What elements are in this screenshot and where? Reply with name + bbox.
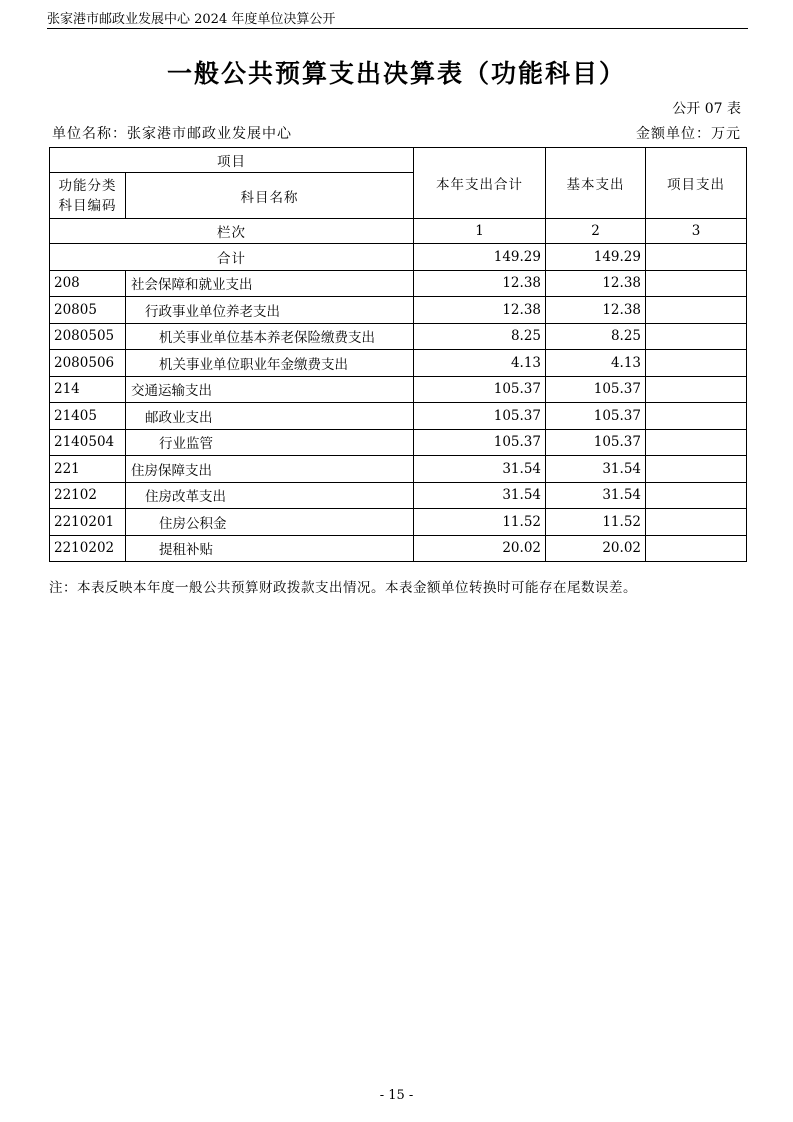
col-index-2: 2 xyxy=(546,219,646,244)
row-name: 行政事业单位养老支出 xyxy=(126,297,414,324)
table-row xyxy=(50,429,747,456)
table-row xyxy=(50,456,747,483)
row-basic: 4.13 xyxy=(546,350,646,377)
row-total: 31.54 xyxy=(414,482,546,509)
table-row xyxy=(50,509,747,536)
row-total: 105.37 xyxy=(414,376,546,403)
col-index-1: 1 xyxy=(414,219,546,244)
row-project xyxy=(646,270,747,297)
page-title: 一般公共预算支出决算表（功能科目） xyxy=(166,59,626,88)
row-total: 12.38 xyxy=(414,297,546,324)
row-name: 住房保障支出 xyxy=(126,456,414,483)
table-row xyxy=(50,350,747,377)
table-number: 公开 07 表 xyxy=(672,101,741,117)
row-basic: 105.37 xyxy=(546,376,646,403)
row-code: 2210201 xyxy=(50,509,126,536)
table-row xyxy=(50,482,747,509)
row-total: 11.52 xyxy=(414,509,546,536)
table-row xyxy=(50,403,747,430)
total-project xyxy=(646,244,747,271)
row-total: 105.37 xyxy=(414,429,546,456)
row-name: 机关事业单位职业年金缴费支出 xyxy=(126,350,414,377)
total-label: 合计 xyxy=(50,244,414,271)
row-basic: 12.38 xyxy=(546,297,646,324)
total-row xyxy=(50,244,747,271)
row-project xyxy=(646,429,747,456)
row-basic: 31.54 xyxy=(546,456,646,483)
row-code: 2210202 xyxy=(50,535,126,562)
row-name: 机关事业单位基本养老保险缴费支出 xyxy=(126,323,414,350)
table-row xyxy=(50,376,747,403)
row-code: 2080506 xyxy=(50,350,126,377)
header-rule xyxy=(47,28,748,29)
table-row xyxy=(50,323,747,350)
row-code: 22102 xyxy=(50,482,126,509)
header-project: 项目 xyxy=(50,148,414,173)
row-basic: 11.52 xyxy=(546,509,646,536)
row-code: 2080505 xyxy=(50,323,126,350)
row-code: 2140504 xyxy=(50,429,126,456)
row-basic: 31.54 xyxy=(546,482,646,509)
header-total: 本年支出合计 xyxy=(414,148,546,219)
table-row xyxy=(50,297,747,324)
row-basic: 105.37 xyxy=(546,403,646,430)
row-name: 行业监管 xyxy=(126,429,414,456)
row-name: 住房改革支出 xyxy=(126,482,414,509)
page-number: - 15 - xyxy=(379,1088,414,1103)
row-project xyxy=(646,376,747,403)
row-total: 12.38 xyxy=(414,270,546,297)
row-basic: 8.25 xyxy=(546,323,646,350)
row-code: 21405 xyxy=(50,403,126,430)
row-code: 20805 xyxy=(50,297,126,324)
header-project-expenditure: 项目支出 xyxy=(646,148,747,219)
footnote: 注：本表反映本年度一般公共预算财政拨款支出情况。本表金额单位转换时可能存在尾数误差。 xyxy=(49,580,637,596)
row-project xyxy=(646,535,747,562)
row-project xyxy=(646,509,747,536)
row-code: 221 xyxy=(50,456,126,483)
table-row xyxy=(50,535,747,562)
row-total: 105.37 xyxy=(414,403,546,430)
row-name: 提租补贴 xyxy=(126,535,414,562)
running-header: 张家港市邮政业发展中心 2024 年度单位决算公开 xyxy=(47,12,336,27)
row-project xyxy=(646,323,747,350)
row-basic: 12.38 xyxy=(546,270,646,297)
row-project xyxy=(646,456,747,483)
row-code: 214 xyxy=(50,376,126,403)
table-row xyxy=(50,270,747,297)
row-project xyxy=(646,403,747,430)
total-basic: 149.29 xyxy=(546,244,646,271)
row-name: 住房公积金 xyxy=(126,509,414,536)
header-name: 科目名称 xyxy=(126,173,414,219)
row-project xyxy=(646,350,747,377)
row-basic: 105.37 xyxy=(546,429,646,456)
header-code: 功能分类 科目编码 xyxy=(50,173,126,219)
row-total: 20.02 xyxy=(414,535,546,562)
row-total: 8.25 xyxy=(414,323,546,350)
row-name: 社会保障和就业支出 xyxy=(126,270,414,297)
total-amount: 149.29 xyxy=(414,244,546,271)
row-project xyxy=(646,297,747,324)
row-name: 邮政业支出 xyxy=(126,403,414,430)
unit-name: 单位名称：张家港市邮政业发展中心 xyxy=(52,126,292,142)
row-name: 交通运输支出 xyxy=(126,376,414,403)
header-basic: 基本支出 xyxy=(546,148,646,219)
row-basic: 20.02 xyxy=(546,535,646,562)
col-index-3: 3 xyxy=(646,219,747,244)
amount-unit: 金额单位：万元 xyxy=(636,126,741,142)
row-total: 31.54 xyxy=(414,456,546,483)
row-code: 208 xyxy=(50,270,126,297)
row-project xyxy=(646,482,747,509)
lanci-label: 栏次 xyxy=(50,219,414,244)
expenditure-table xyxy=(49,147,747,562)
row-total: 4.13 xyxy=(414,350,546,377)
